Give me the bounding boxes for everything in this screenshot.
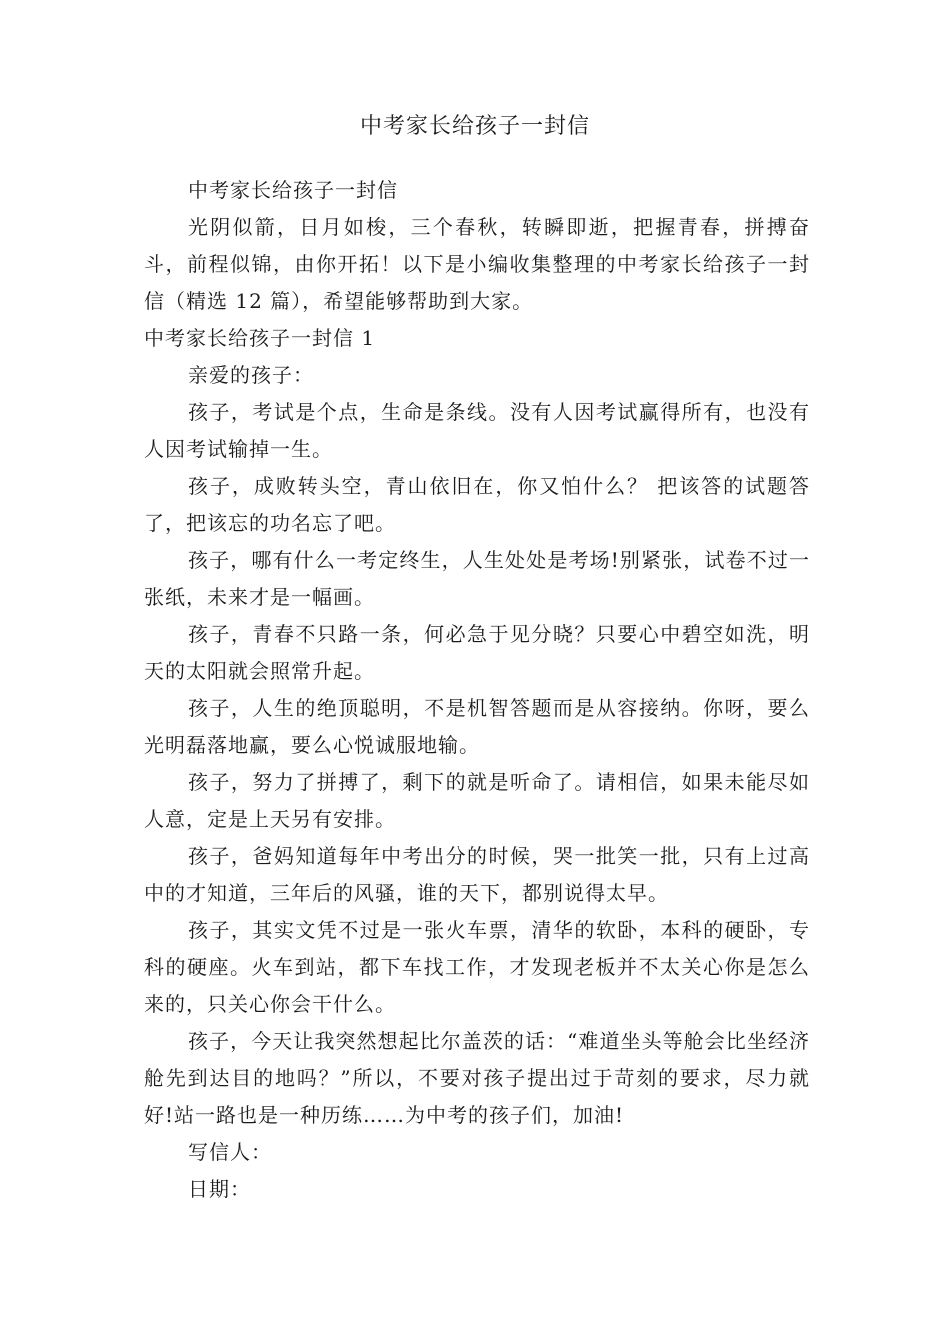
paragraph: 孩子，成败转头空，青山依旧在，你又怕什么？ 把该答的试题答了，把该忘的功名忘了吧。 (144, 474, 810, 535)
paragraph: 孩子，今天让我突然想起比尔盖茨的话：“难道坐头等舱会比坐经济舱先到达目的地吗？”所以，不要对孩子提出过于苛刻的要求，尽力就好!站一路也是一种历练……为中考的孩子们，加油! (144, 1029, 810, 1127)
document-title: 中考家长给孩子一封信 (359, 114, 590, 139)
signature-label: 写信人： (188, 1140, 272, 1164)
paragraph: 孩子，哪有什么一考定终生，人生处处是考场!别紧张，试卷不过一张纸，未来才是一幅画。 (144, 548, 810, 609)
document-body (144, 172, 810, 1208)
paragraph: 孩子，考试是个点，生命是条线。没有人因考试赢得所有，也没有人因考试输掉一生。 (144, 400, 810, 461)
paragraph-intro: 光阴似箭，日月如梭，三个春秋，转瞬即逝，把握青春，拼搏奋斗，前程似锦，由你开拓！以下是小编收集整理的中考家长给孩子一封信（精选 12 篇），希望能够帮助到大家。 (144, 215, 810, 313)
section-heading: 中考家长给孩子一封信 1 (144, 326, 376, 350)
paragraph-subtitle: 中考家长给孩子一封信 (188, 178, 398, 202)
paragraph-salutation: 亲爱的孩子： (188, 363, 314, 387)
date-label: 日期： (188, 1177, 251, 1201)
paragraph: 孩子，其实文凭不过是一张火车票，清华的软卧，本科的硬卧，专科的硬座。火车到站，都下车找工作，才发现老板并不太关心你是怎么来的，只关心你会干什么。 (144, 918, 810, 1016)
paragraph: 孩子，青春不只路一条，何必急于见分晓？只要心中碧空如洗，明天的太阳就会照常升起。 (144, 622, 810, 683)
paragraph: 孩子，人生的绝顶聪明，不是机智答题而是从容接纳。你呀，要么光明磊落地赢，要么心悦诚服地输。 (144, 696, 810, 757)
paragraph: 孩子，爸妈知道每年中考出分的时候，哭一批笑一批，只有上过高中的才知道，三年后的风骚，谁的天下，都别说得太早。 (144, 844, 810, 905)
paragraph: 孩子，努力了拼搏了，剩下的就是听命了。请相信，如果未能尽如人意，定是上天另有安排。 (144, 770, 810, 831)
